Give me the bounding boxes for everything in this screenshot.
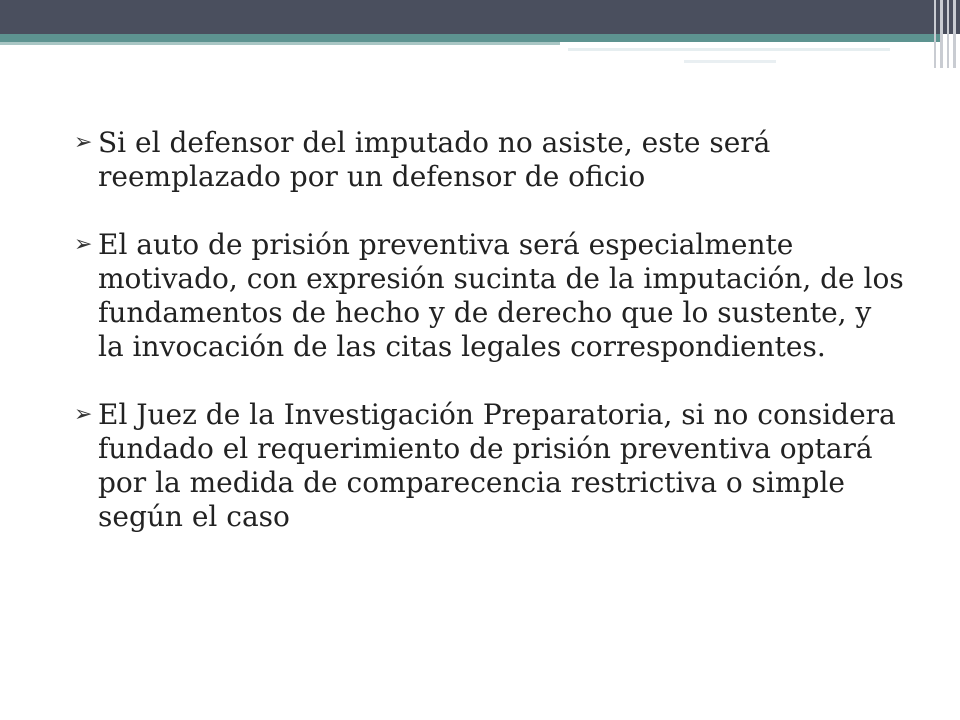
bullet-text: El auto de prisión preventiva será especialmente motivado, con expresión sucinta de la imputación, de los fundamentos de hecho y de derecho que lo sustente, y la invocación de las citas legales correspondientes. (98, 228, 904, 363)
bullet-item (74, 228, 904, 364)
bullet-item (74, 126, 904, 194)
slide-body (74, 126, 904, 568)
decorative-line (568, 48, 890, 51)
arrow-bullet-icon: ➢ (74, 232, 93, 257)
header-bar (0, 0, 960, 34)
decorative-vertical-lines (932, 0, 960, 68)
arrow-bullet-icon: ➢ (74, 402, 93, 427)
accent-strip-light (0, 42, 560, 45)
bullet-text: El Juez de la Investigación Preparatoria, si no considera fundado el requerimiento de prisión preventiva optará por la medida de comparecencia restrictiva o simple según el caso (98, 398, 896, 533)
accent-strip (0, 34, 940, 42)
arrow-bullet-icon: ➢ (74, 130, 93, 155)
decorative-line (684, 60, 776, 63)
bullet-item (74, 398, 904, 534)
bullet-text: Si el defensor del imputado no asiste, este será reemplazado por un defensor de oficio (98, 126, 771, 193)
